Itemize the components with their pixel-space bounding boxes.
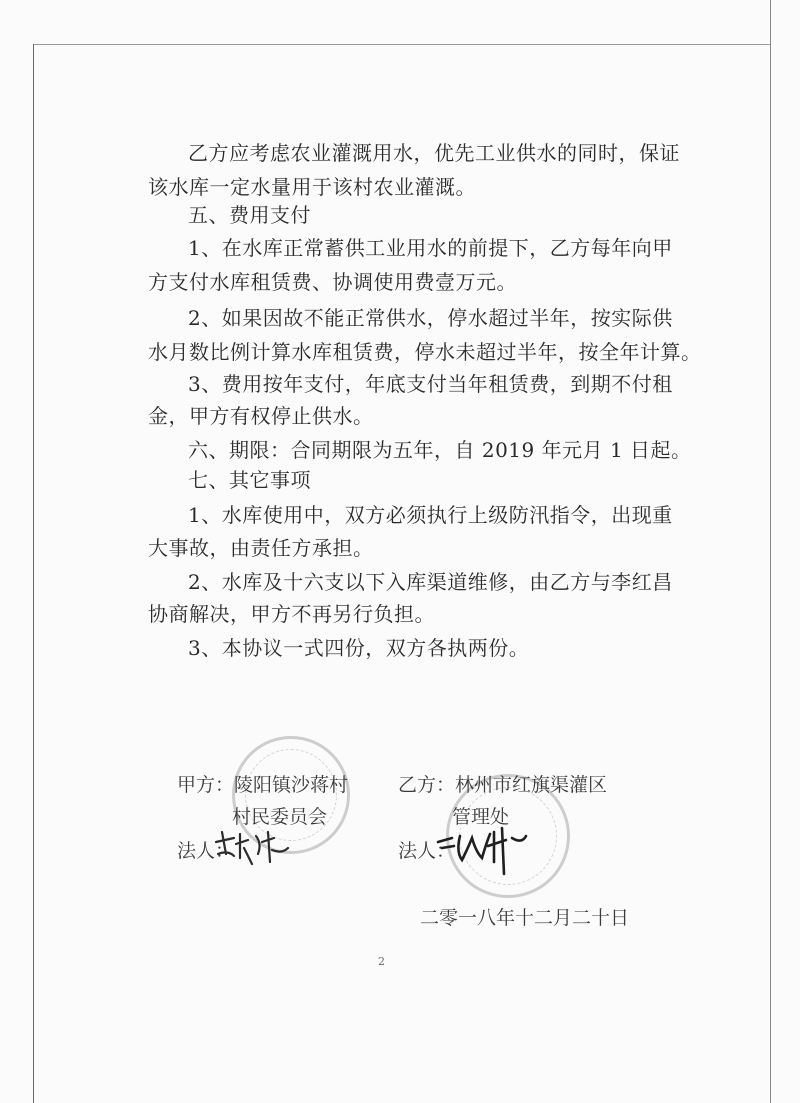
party-a-block (177, 770, 348, 797)
section-heading: 五、费用支付 (188, 203, 311, 227)
party-a-handwritten-signature (212, 824, 292, 874)
paragraph-line: 协商解决，甲方不再另行负担。 (148, 602, 435, 626)
party-b-handwritten-signature (432, 818, 532, 878)
party-b-legal-label: 法人： (398, 840, 456, 862)
party-b-name: 乙方：林州市红旗渠灌区 (398, 774, 608, 796)
paragraph-line: 3、费用按年支付，年底支付当年租赁费，到期不付租 (188, 372, 673, 396)
signing-date: 二零一八年十二月二十日 (420, 907, 630, 929)
scan-border-right (770, 0, 771, 1103)
party-a-committee: 村民委员会 (232, 806, 328, 828)
party-a-legal-label: 法人： (177, 840, 235, 862)
paragraph-line: 乙方应考虑农业灌溉用水，优先工业供水的同时，保证 (188, 141, 680, 165)
paragraph-line: 水月数比例计算水库租赁费，停水未超过半年，按全年计算。 (148, 340, 702, 364)
party-a-name: 甲方：陵阳镇沙蒋村 (177, 774, 349, 796)
date-block (420, 903, 629, 930)
paragraph-line: 3、本协议一式四份，双方各执两份。 (188, 636, 530, 660)
party-b-block (398, 770, 607, 797)
paragraph-line: 方支付水库租赁费、协调使用费壹万元。 (148, 270, 517, 294)
paragraph-line: 2、如果因故不能正常供水，停水超过半年，按实际供 (188, 306, 673, 330)
party-b-office: 管理处 (452, 806, 510, 828)
scan-border-top (33, 44, 770, 45)
paragraph-line: 金，甲方有权停止供水。 (148, 404, 374, 428)
paragraph-line: 该水库一定水量用于该村农业灌溉。 (148, 175, 476, 199)
paragraph-line: 1、在水库正常蓄供工业用水的前提下，乙方每年向甲 (188, 236, 673, 260)
section-heading: 六、期限：合同期限为五年，自 2019 年元月 1 日起。 (188, 438, 692, 462)
paragraph-line: 2、水库及十六支以下入库渠道维修，由乙方与李红昌 (188, 570, 673, 594)
paragraph-line: 大事故，由责任方承担。 (148, 536, 374, 560)
section-heading: 七、其它事项 (188, 468, 311, 492)
page-number: 2 (378, 955, 385, 968)
paragraph-line: 1、水库使用中，双方必须执行上级防汛指令，出现重 (188, 503, 673, 527)
scan-border-left (33, 44, 34, 1103)
